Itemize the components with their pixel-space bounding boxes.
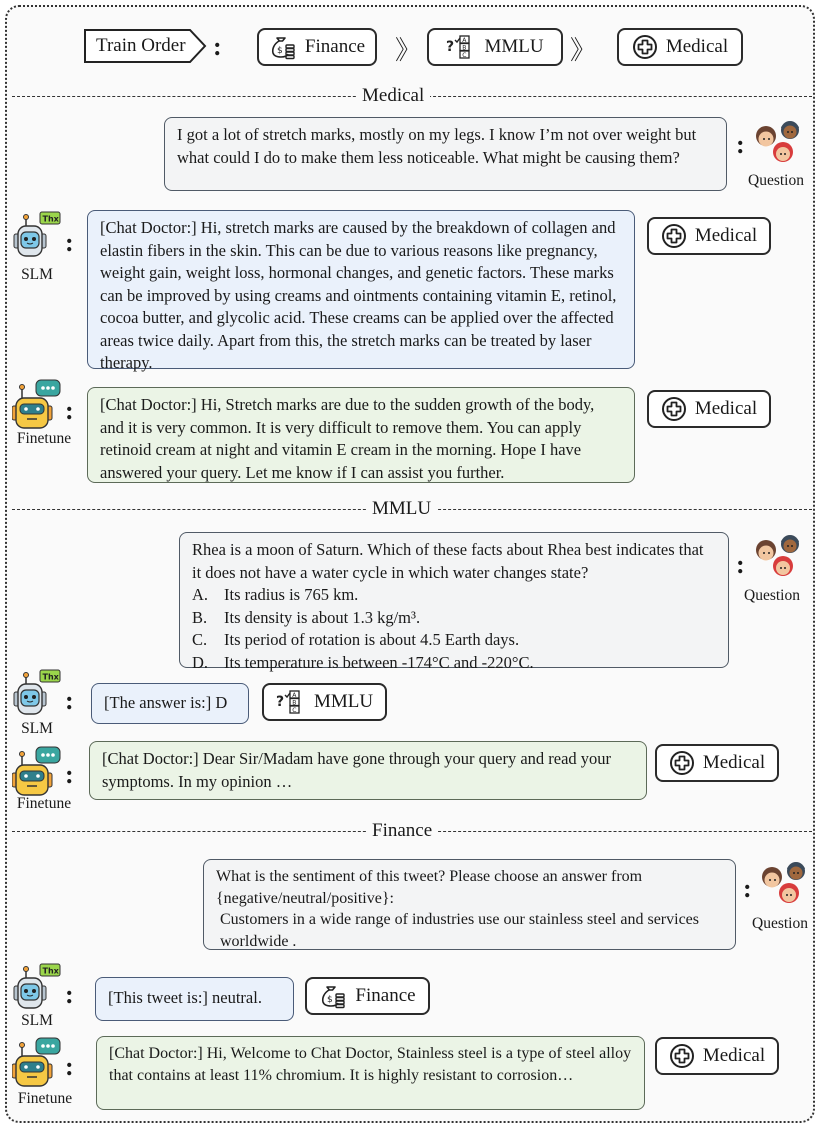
domain-tag-label: MMLU bbox=[313, 691, 374, 712]
question-text: Rhea is a moon of Saturn. Which of these facts about Rhea best indicates that it does not have a water cycle in which water changes state? bbox=[192, 540, 704, 582]
domain-tag-label: Medical bbox=[702, 1045, 766, 1066]
finetune-domain-tag bbox=[655, 744, 779, 782]
quiz-abc-icon bbox=[276, 689, 306, 715]
people-group-icon bbox=[750, 118, 806, 168]
role-label-finetune: Finetune bbox=[17, 1090, 73, 1107]
option-letter: A. bbox=[192, 585, 209, 604]
option-text: Its radius is 765 km. bbox=[224, 585, 359, 604]
finetune-answer-bubble: [Chat Doctor:] Hi, Stretch marks are due to the sudden growth of the body, and it is very common. It is very difficult to remove them. You can apply retinoid cream at night and vitamin E cream in the morning. Hope I have answered your query. Let me know if I can assist you further. bbox=[87, 387, 635, 483]
finetune-answer-bubble: [Chat Doctor:] Hi, Welcome to Chat Doctor, Stainless steel is a type of steel alloy that contains at least 11% chromium. It is highly resistant to corrosion… bbox=[96, 1036, 645, 1110]
train-order-item-mmlu bbox=[427, 28, 563, 66]
medical-cross-icon bbox=[632, 34, 658, 60]
money-bag-icon bbox=[319, 983, 347, 1009]
role-colon: : bbox=[736, 130, 745, 159]
money-bag-icon bbox=[269, 34, 297, 60]
role-colon: : bbox=[65, 980, 74, 1009]
train-order-separator: 》 bbox=[570, 36, 597, 65]
answer-option bbox=[192, 607, 716, 630]
role-label-question: Question bbox=[748, 172, 804, 189]
robot-chat-icon bbox=[12, 378, 68, 432]
answer-option bbox=[192, 629, 716, 652]
role-label-question: Question bbox=[752, 915, 808, 932]
robot-chat-icon bbox=[12, 1036, 68, 1090]
train-order-text: Train Order bbox=[96, 35, 186, 56]
section-title-mmlu: MMLU bbox=[366, 499, 437, 519]
question-text: What is the sentiment of this tweet? Please choose an answer from {negative/neutral/positive}: bbox=[216, 868, 643, 907]
option-letter: C. bbox=[192, 630, 208, 649]
train-order-item-label: Medical bbox=[665, 36, 729, 57]
robot-chat-icon bbox=[12, 745, 68, 799]
train-order-label bbox=[84, 29, 207, 63]
role-label-slm: SLM bbox=[21, 720, 53, 737]
role-label-finetune: Finetune bbox=[16, 430, 72, 447]
train-order-colon: : bbox=[213, 32, 222, 61]
role-colon: : bbox=[743, 874, 752, 903]
role-colon: : bbox=[65, 760, 74, 789]
role-colon: : bbox=[65, 1052, 74, 1081]
medical-cross-icon bbox=[669, 750, 695, 776]
question-bubble bbox=[203, 859, 736, 950]
train-order-item-finance bbox=[257, 28, 377, 66]
question-bubble bbox=[179, 532, 729, 672]
finetune-domain-tag bbox=[647, 390, 771, 428]
section-title-finance: Finance bbox=[366, 821, 438, 841]
medical-cross-icon bbox=[669, 1043, 695, 1069]
train-order-item-label: Finance bbox=[304, 36, 366, 57]
role-label-question: Question bbox=[744, 587, 800, 604]
option-text: Its period of rotation is about 4.5 Earth days. bbox=[224, 630, 520, 649]
people-group-icon bbox=[750, 532, 806, 582]
finetune-domain-tag bbox=[655, 1037, 779, 1075]
people-group-icon bbox=[756, 859, 812, 909]
slm-domain-tag bbox=[262, 683, 387, 721]
robot-thx-icon bbox=[12, 962, 68, 1016]
option-text: Its temperature is between -174°C and -220°C. bbox=[224, 652, 534, 672]
domain-tag-label: Medical bbox=[702, 752, 766, 773]
role-colon: : bbox=[65, 228, 74, 257]
robot-thx-icon bbox=[12, 210, 68, 264]
robot-thx-icon bbox=[12, 668, 68, 722]
option-text: Its density is about 1.3 kg/m³. bbox=[224, 607, 421, 627]
role-label-finetune: Finetune bbox=[16, 795, 72, 812]
role-colon: : bbox=[65, 686, 74, 715]
role-label-slm: SLM bbox=[21, 266, 53, 283]
option-letter: D. bbox=[192, 652, 209, 672]
train-order-item-label: MMLU bbox=[484, 36, 544, 57]
medical-cross-icon bbox=[661, 223, 687, 249]
finetune-answer-bubble: [Chat Doctor:] Dear Sir/Madam have gone through your query and read your symptoms. In my opinion … bbox=[89, 741, 647, 800]
role-label-slm: SLM bbox=[21, 1012, 53, 1029]
answer-option bbox=[192, 652, 716, 675]
medical-cross-icon bbox=[661, 396, 687, 422]
section-title-medical: Medical bbox=[356, 86, 430, 106]
slm-answer-bubble: [The answer is:] D bbox=[91, 683, 249, 724]
role-colon: : bbox=[736, 550, 745, 579]
slm-answer-bubble: [This tweet is:] neutral. bbox=[95, 977, 294, 1021]
train-order-separator: 》 bbox=[395, 36, 422, 65]
train-order-item-medical bbox=[617, 28, 743, 66]
slm-domain-tag bbox=[647, 217, 771, 255]
option-letter: B. bbox=[192, 607, 208, 627]
question-bubble: I got a lot of stretch marks, mostly on my legs. I know I’m not over weight but what could I do to make them less noticeable. What might be causing them? bbox=[164, 117, 727, 191]
quiz-abc-icon bbox=[446, 34, 476, 60]
domain-tag-label: Medical bbox=[694, 398, 758, 419]
domain-tag-label: Medical bbox=[694, 225, 758, 246]
domain-tag-label: Finance bbox=[355, 985, 416, 1006]
slm-answer-bubble: [Chat Doctor:] Hi, stretch marks are caused by the breakdown of collagen and elastin fibers in the skin. This can be due to various reasons like pregnancy, weight gain, weight loss, hormonal changes, and genetic factors. These marks can be improved by using creams and ointments containing vitamin E, retinol, cocoa butter, and glycolic acid. These creams can be applied over the affected areas twice daily. Apart from this, the stretch marks can be treated by laser therapy. bbox=[87, 210, 635, 369]
slm-domain-tag bbox=[305, 977, 430, 1015]
answer-option bbox=[192, 584, 716, 607]
role-colon: : bbox=[65, 396, 74, 425]
tweet-text: Customers in a wide range of industries use our stainless steel and services worldwide . bbox=[220, 911, 699, 950]
